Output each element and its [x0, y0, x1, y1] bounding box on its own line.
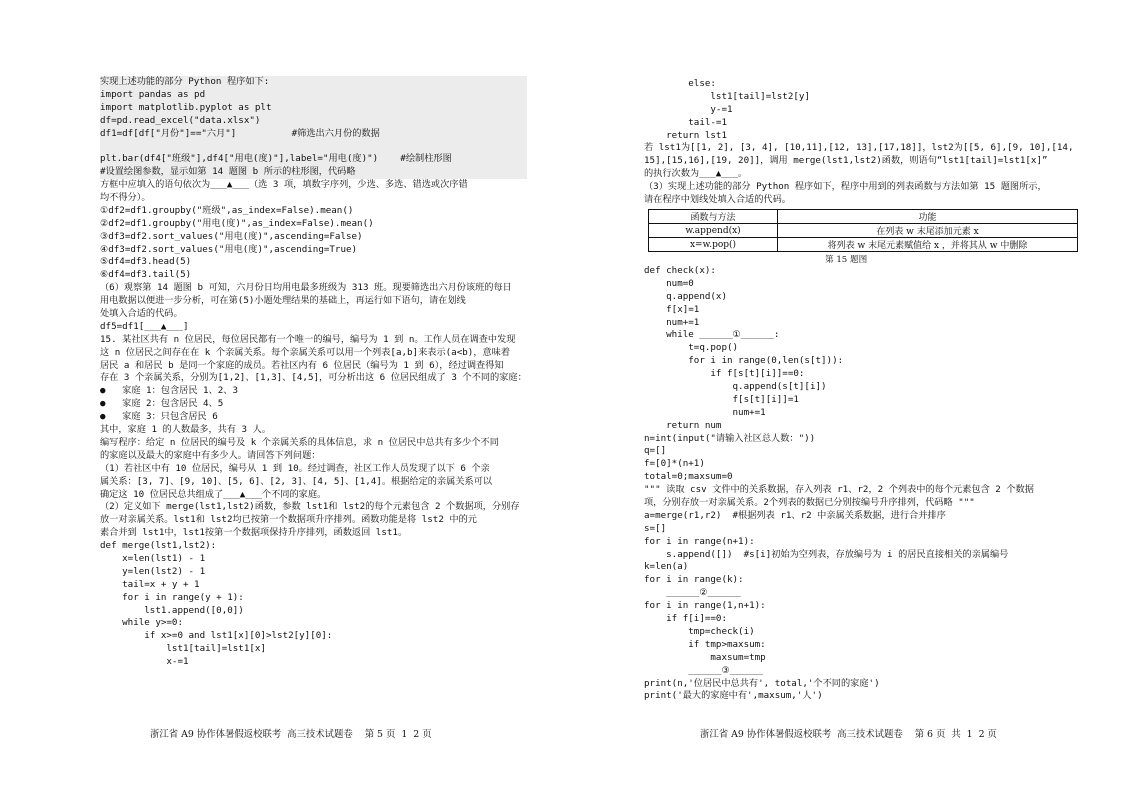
text-line: tail-=1: [644, 116, 727, 128]
text-line: num+=1: [644, 316, 700, 328]
text-line: if f[i]==0:: [644, 613, 727, 625]
text-line: k=len(a): [644, 561, 689, 573]
text-line: num=0: [644, 277, 694, 289]
table-caption: 第 15 题图: [825, 255, 868, 265]
text-line: q=[]: [644, 445, 667, 457]
text-line: q.append(x): [644, 290, 727, 302]
text-line: 均不得分）。: [100, 192, 151, 204]
text-line: for i in range(y + 1):: [100, 591, 244, 603]
text-line: a=merge(r1,r2) #根据列表 r1、r2 中亲属关系数据，进行合并排序: [644, 509, 946, 521]
function-table: [648, 209, 1078, 252]
text-line: df5=df1[___▲___]: [100, 320, 189, 332]
left-page: [0, 0, 560, 793]
text-line: 居民 a 和居民 b 是同一个家庭的成员。若社区内有 6 位居民（编号为 1 到 6），经过调查得知: [100, 359, 504, 371]
text-line: for i in range(1,n+1):: [644, 600, 766, 612]
table-cell: 在列表 w 末尾添加元素 x: [778, 224, 1078, 238]
text-line: return num: [644, 419, 722, 431]
right-page-footer: 浙江省 A9 协作体暑假返校联考 高三技术试题卷 第 6 页 共 1 2 页: [700, 729, 997, 740]
text-line: 存在 3 个亲属关系，分别为[1,2]、[1,3]、[4,5]，可分析出这 6 位居民组成了 3 个不同的家庭：: [100, 372, 527, 384]
text-line: total=0;maxsum=0: [644, 471, 733, 483]
text-line: 处填入合适的代码。: [100, 308, 183, 320]
table-cell: 将列表 w 末尾元素赋值给 x ，并将其从 w 中删除: [778, 238, 1078, 252]
text-line: return lst1: [644, 129, 727, 141]
text-line: n=int(input("请输入社区总人数：")): [644, 432, 816, 444]
text-line: for i in range(n+1):: [644, 535, 755, 547]
text-line: for i in range(k):: [644, 574, 744, 586]
text-line: lst1[tail]=lst2[y]: [644, 90, 810, 102]
text-line: q.append(s[t][i]): [644, 381, 827, 393]
text-line: s=[]: [644, 522, 667, 534]
text-line: y-=1: [644, 103, 733, 115]
text-line: y=len(lst2) - 1: [100, 565, 206, 577]
text-line: maxsum=tmp: [644, 651, 766, 663]
text-line: 的家庭以及最大的家庭中有多少人。请回答下列问题：: [100, 449, 321, 461]
table-cell: w.append(x): [649, 224, 778, 238]
text-line: 其中，家庭 1 的人数最多，共有 3 人。: [100, 424, 271, 436]
text-line: 确定这 10 位居民总共组成了___▲___个不同的家庭。: [100, 488, 327, 500]
text-line: ④df3=df2.sort_values("用电(度)",ascending=True): [100, 243, 358, 255]
text-line: 实现上述功能的部分 Python 程序如下:: [100, 76, 527, 89]
text-line: print(n,'位居民中总共有', total,'个不同的家庭'): [644, 677, 880, 689]
text-line: 素合并到 lst1中，lst1按第一个数据项保持升序排列，函数返回 lst1。: [100, 527, 408, 539]
text-line: 15. 某社区共有 n 位居民，每位居民都有一个唯一的编号，编号为 1 到 n。工作人员在调查中发现: [100, 333, 516, 345]
right-column-text-bottom: [644, 265, 1034, 703]
left-column-text: [100, 76, 527, 669]
table-cell: x=w.pop(): [649, 238, 778, 252]
text-line: ⑥df4=df3.tail(5): [100, 269, 192, 281]
text-line: ⑤df4=df3.head(5): [100, 256, 192, 268]
table-header-cell: 函数与方法: [649, 210, 778, 224]
text-line: 用电数据以便进一步分析，可在第(5)小题处理结果的基础上，再运行如下语句，请在划线: [100, 295, 466, 307]
text-line: 编写程序：给定 n 位居民的编号及 k 个亲属关系的具体信息，求 n 位居民中总共有多少个不同: [100, 436, 499, 448]
text-line: f[s[t][i]]=1: [644, 393, 799, 405]
left-page-footer: 浙江省 A9 协作体暑假返校联考 高三技术试题卷 第 5 页 1 2 页: [150, 729, 432, 740]
text-line: ②df2=df1.groupby("用电(度)",as_index=False).mean(): [100, 217, 374, 229]
text-line: def check(x):: [644, 265, 716, 276]
text-line: ● 家庭 2：包含居民 4、5: [100, 398, 224, 410]
text-line: 属关系：[3, 7]、[9, 10]、[5, 6]、[2, 3]、[4, 5]、[1,4]。根据给定的亲属关系可以: [100, 475, 493, 487]
text-line: lst1[tail]=lst1[x]: [100, 643, 266, 655]
text-line: ______②______: [644, 587, 741, 599]
text-line: （6）观察第 14 题图 b 可知，六月份日均用电最多班级为 313 班。现要筛选出六月份该班的每日: [100, 282, 512, 294]
text-line: x-=1: [100, 656, 189, 668]
text-line: x=len(lst1) - 1: [100, 552, 206, 564]
text-line: if tmp>maxsum:: [644, 638, 766, 650]
text-line: if f[s[t][i]]==0:: [644, 368, 805, 380]
text-line: f[x]=1: [644, 303, 700, 315]
text-line: 方框中应填入的语句依次为___▲___（选 3 项，填数字序列，少选、多选、错选或次序错: [100, 179, 468, 191]
text-line: 项，分别存放一对亲属关系。2个列表的数据已分别按编号升序排列，代码略 """: [644, 497, 975, 509]
text-line: import pandas as pd: [100, 89, 527, 102]
text-line: df=pd.read_excel("data.xlsx"): [100, 115, 527, 128]
text-line: ______③______: [644, 664, 763, 676]
text-line: t=q.pop(): [644, 342, 739, 354]
text-line: tmp=check(i): [644, 625, 755, 637]
text-line: ①df2=df1.groupby("班级",as_index=False).mean(): [100, 204, 354, 216]
text-line: 放一对亲属关系。lst1和 lst2均已按第一个数据项升序排列。函数功能是将 lst2 中的元: [100, 514, 477, 526]
text-line: s.append([]) #s[i]初始为空列表，存放编号为 i 的居民直接相关的亲属编号: [644, 548, 1009, 560]
text-line: """ 读取 csv 文件中的关系数据，存入列表 r1、r2，2 个列表中的每个元素包含 2 个数据: [644, 484, 1034, 496]
text-line: #设置绘图参数，显示如第 14 题图 b 所示的柱形图，代码略: [100, 166, 527, 179]
text-line: while y>=0:: [100, 617, 183, 629]
text-line: while ______①______:: [644, 329, 780, 341]
text-line: 15],[15,16],[19, 20]]，调用 merge(lst1,lst2)函数，则语句“lst1[tail]=lst1[x]”: [644, 155, 1048, 167]
text-line: ● 家庭 3：只包含居民 6: [100, 411, 218, 423]
text-line: （2）定义如下 merge(lst1,lst2)函数，参数 lst1和 lst2的每个元素包含 2 个数据项，分别存: [100, 501, 520, 513]
text-line: for i in range(0,len(s[t])):: [644, 355, 844, 367]
table-row: [649, 224, 1078, 238]
text-line: 请在程序中划线处填入合适的代码。: [644, 194, 791, 206]
text-line: num+=1: [644, 406, 766, 418]
text-line: （3）实现上述功能的部分 Python 程序如下，程序中用到的列表函数与方法如第 15 题图所示，: [644, 181, 1047, 193]
right-page: [560, 0, 1121, 793]
text-line: 的执行次数为___▲___。: [644, 168, 748, 180]
text-line: import matplotlib.pyplot as plt: [100, 102, 527, 115]
function-table-header: [649, 210, 1078, 224]
text-line: 若 lst1为[[1, 2], [3, 4], [10,11],[12, 13],[17,18]]，lst2为[[5, 6],[9, 10],[14,: [644, 142, 1074, 154]
text-line: df1=df[df["月份"]=="六月"] #筛选出六月份的数据: [100, 128, 527, 141]
text-line: ● 家庭 1：包含居民 1、2、3: [100, 385, 239, 397]
text-line: lst1.append([0,0]): [100, 604, 244, 616]
text-line: f=[0]*(n+1): [644, 458, 705, 470]
text-line: （1）若社区中有 10 位居民，编号从 1 到 10。经过调查，社区工作人员发现了以下 6 个亲: [100, 462, 490, 474]
text-line: 这 n 位居民之间存在在 k 个亲属关系。每个亲属关系可以用一个列表[a,b]来表示(a<b)，意味着: [100, 346, 511, 358]
table-row: [649, 238, 1078, 252]
text-line: ③df3=df2.sort_values("用电(度)",ascending=False): [100, 230, 363, 242]
text-line: [100, 140, 527, 153]
right-column-text-top: [644, 78, 1073, 207]
text-line: else:: [644, 78, 716, 89]
text-line: tail=x + y + 1: [100, 578, 200, 590]
text-line: plt.bar(df4["班级"],df4["用电(度)"],label="用电(度)") #绘制柱形图: [100, 153, 527, 166]
table-header-cell: 功能: [778, 210, 1078, 224]
text-line: print('最大的家庭中有',maxsum,'人'): [644, 690, 823, 702]
text-line: if x>=0 and lst1[x][0]>lst2[y][0]:: [100, 630, 333, 642]
text-line: def merge(lst1,lst2):: [100, 540, 217, 552]
